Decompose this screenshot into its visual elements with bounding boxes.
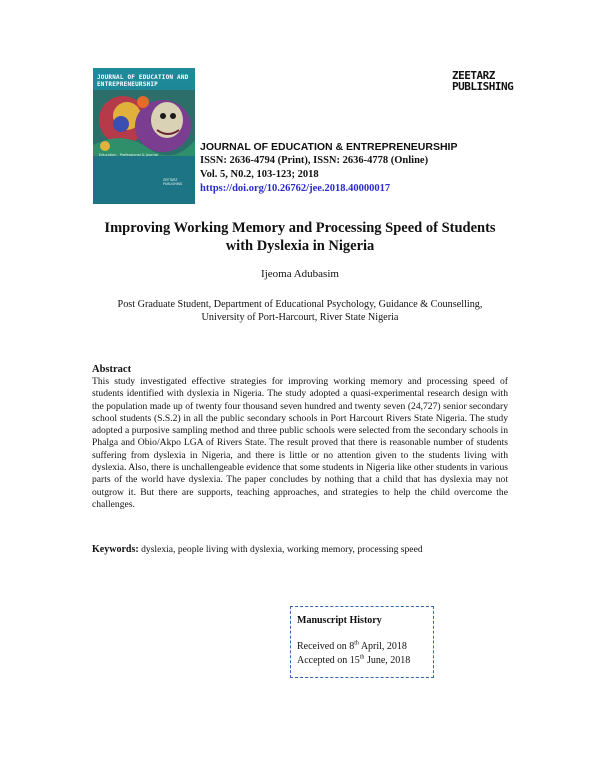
paper-title: Improving Working Memory and Processing Speed of Students with Dyslexia in Nigeria [104, 220, 496, 254]
journal-info [200, 140, 530, 196]
keywords-list: dyslexia, people living with dyslexia, working memory, processing speed [141, 544, 423, 555]
cover-artwork [93, 90, 195, 156]
cover-title: JOURNAL OF EDUCATION AND ENTREPRENEURSHIP [97, 74, 189, 88]
received-date [297, 641, 407, 652]
keywords-label: Keywords: [92, 544, 139, 555]
accepted-ordinal: th [359, 654, 365, 661]
accepted-date [297, 655, 410, 666]
received-month: April, 2018 [358, 641, 407, 652]
author-name: Ijeoma Adubasim [261, 268, 339, 280]
accepted-text: Accepted on 15 [297, 655, 360, 666]
cover-subtitle: Education . Professional & Journal [99, 153, 158, 157]
journal-volume: Vol. 5, N0.2, 103-123; 2018 [200, 169, 319, 180]
received-text: Received on 8 [297, 641, 355, 652]
received-ordinal: th [354, 640, 359, 647]
abstract-body: This study investigated effective strategies for improving working memory and processing speed of students identified with dyslexia in Nigeria. The study adopted a quasi-experimental research design with the population made up of twenty four thousand seven hundred and twenty seven (24,727) senior secondary school students (S.S.2) in all the public secondary schools in Port Harcourt Rivers State Nigeria. The study adopted a purposive sampling method and three public schools were selected from the secondary schools in Phalga and Obio/Akpo LGA of Rivers State. The result proved that there is reasonable number of students suffering from dyslexia in Nigeria, and there is little or no attention given to the students living with dyslexia. Also, there is unchallengeable evidence that some students in Nigeria like other students in various parts of the world have dyslexia. The paper concludes by nothing that a child that has dyslexia may not outgrow it. But there are supports, teaching approaches, and strategies to help the child overcome the challenges. [92, 376, 508, 510]
cover-publisher: ZEETARZ PUBLISHING [163, 178, 183, 186]
doi-link[interactable]: https://doi.org/10.26762/jee.2018.40000017 [200, 183, 391, 194]
manuscript-history-box [290, 606, 434, 678]
publisher-logo [452, 70, 522, 92]
journal-issn: ISSN: 2636-4794 (Print), ISSN: 2636-4778 (Online) [200, 155, 429, 166]
keywords [92, 544, 508, 556]
publisher-logo-line2: PUBLISHING [452, 80, 514, 93]
affiliation-line-2: University of Port-Harcourt, River State Nigeria [201, 312, 399, 323]
affiliation-line-1: Post Graduate Student, Department of Educational Psychology, Guidance & Counselling, [117, 299, 483, 310]
publisher-logo-line1: ZEETARZ [452, 69, 495, 82]
journal-name: JOURNAL OF EDUCATION & ENTREPRENEURSHIP [200, 141, 458, 153]
manuscript-history-heading: Manuscript History [297, 615, 382, 626]
accepted-month: June, 2018 [364, 655, 411, 666]
journal-cover-image [93, 68, 195, 204]
author-affiliation [92, 298, 508, 324]
abstract-heading: Abstract [92, 364, 132, 375]
